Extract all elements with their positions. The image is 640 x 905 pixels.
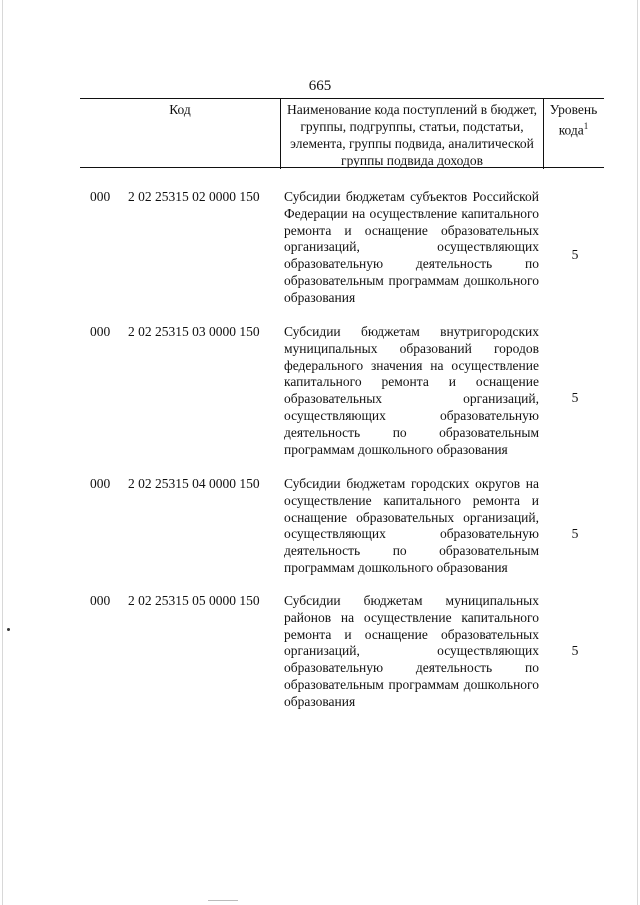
page-edge-right bbox=[637, 0, 638, 905]
row-income-code: 2 02 25315 03 0000 150 bbox=[128, 324, 260, 339]
header-code: Код bbox=[169, 102, 191, 117]
row-name: Субсидии бюджетам городских округов на осуществление капитального ремонта и оснащение образовательных организаций, осуществляющих образовательную деятельность по образовательным программам дошкольного образования bbox=[284, 476, 539, 575]
row-level: 5 bbox=[571, 247, 579, 262]
row-level: 5 bbox=[571, 390, 579, 405]
scan-mark-line bbox=[208, 900, 238, 901]
row-name: Субсидии бюджетам внутригородских муниципальных образований городов федерального значения на осуществление капитального ремонта и оснащение образовательных организаций, осуществляющих образовательную деятельность по образовательным программам дошкольного образования bbox=[284, 324, 539, 457]
row-admin-code: 000 bbox=[90, 324, 111, 339]
row-name: Субсидии бюджетам субъектов Российской Федерации на осуществление капитального ремонта и оснащение образовательных организаций, осуществляющих образовательную деятельность по образовательным программам дошкольного образования bbox=[284, 189, 539, 305]
row-admin-code: 000 bbox=[90, 189, 111, 204]
row-income-code: 2 02 25315 05 0000 150 bbox=[128, 593, 260, 608]
row-income-code: 2 02 25315 02 0000 150 bbox=[128, 189, 260, 204]
row-income-code: 2 02 25315 04 0000 150 bbox=[128, 476, 260, 491]
header-level-footnote: 1 bbox=[583, 121, 589, 131]
header-level bbox=[543, 99, 604, 169]
row-name: Субсидии бюджетам муниципальных районов на осуществление капитального ремонта и оснащение образовательных организаций, осуществляющих образовательную деятельность по образовательным программам дошкольного образования bbox=[284, 593, 539, 709]
header-level-label: Уровень кода bbox=[549, 102, 598, 138]
header-name: Наименование кода поступлений в бюджет, группы, подгруппы, статьи, подстатьи, элемента, группы подвида, аналитической группы подвида доходов bbox=[280, 99, 544, 169]
row-level: 5 bbox=[571, 526, 579, 541]
row-admin-code: 000 bbox=[90, 476, 111, 491]
page-number: 665 bbox=[308, 78, 332, 94]
table-header bbox=[80, 98, 604, 168]
row-level: 5 bbox=[571, 643, 579, 658]
page-edge-left bbox=[2, 0, 3, 905]
scan-mark-dot bbox=[7, 628, 10, 631]
row-admin-code: 000 bbox=[90, 593, 111, 608]
